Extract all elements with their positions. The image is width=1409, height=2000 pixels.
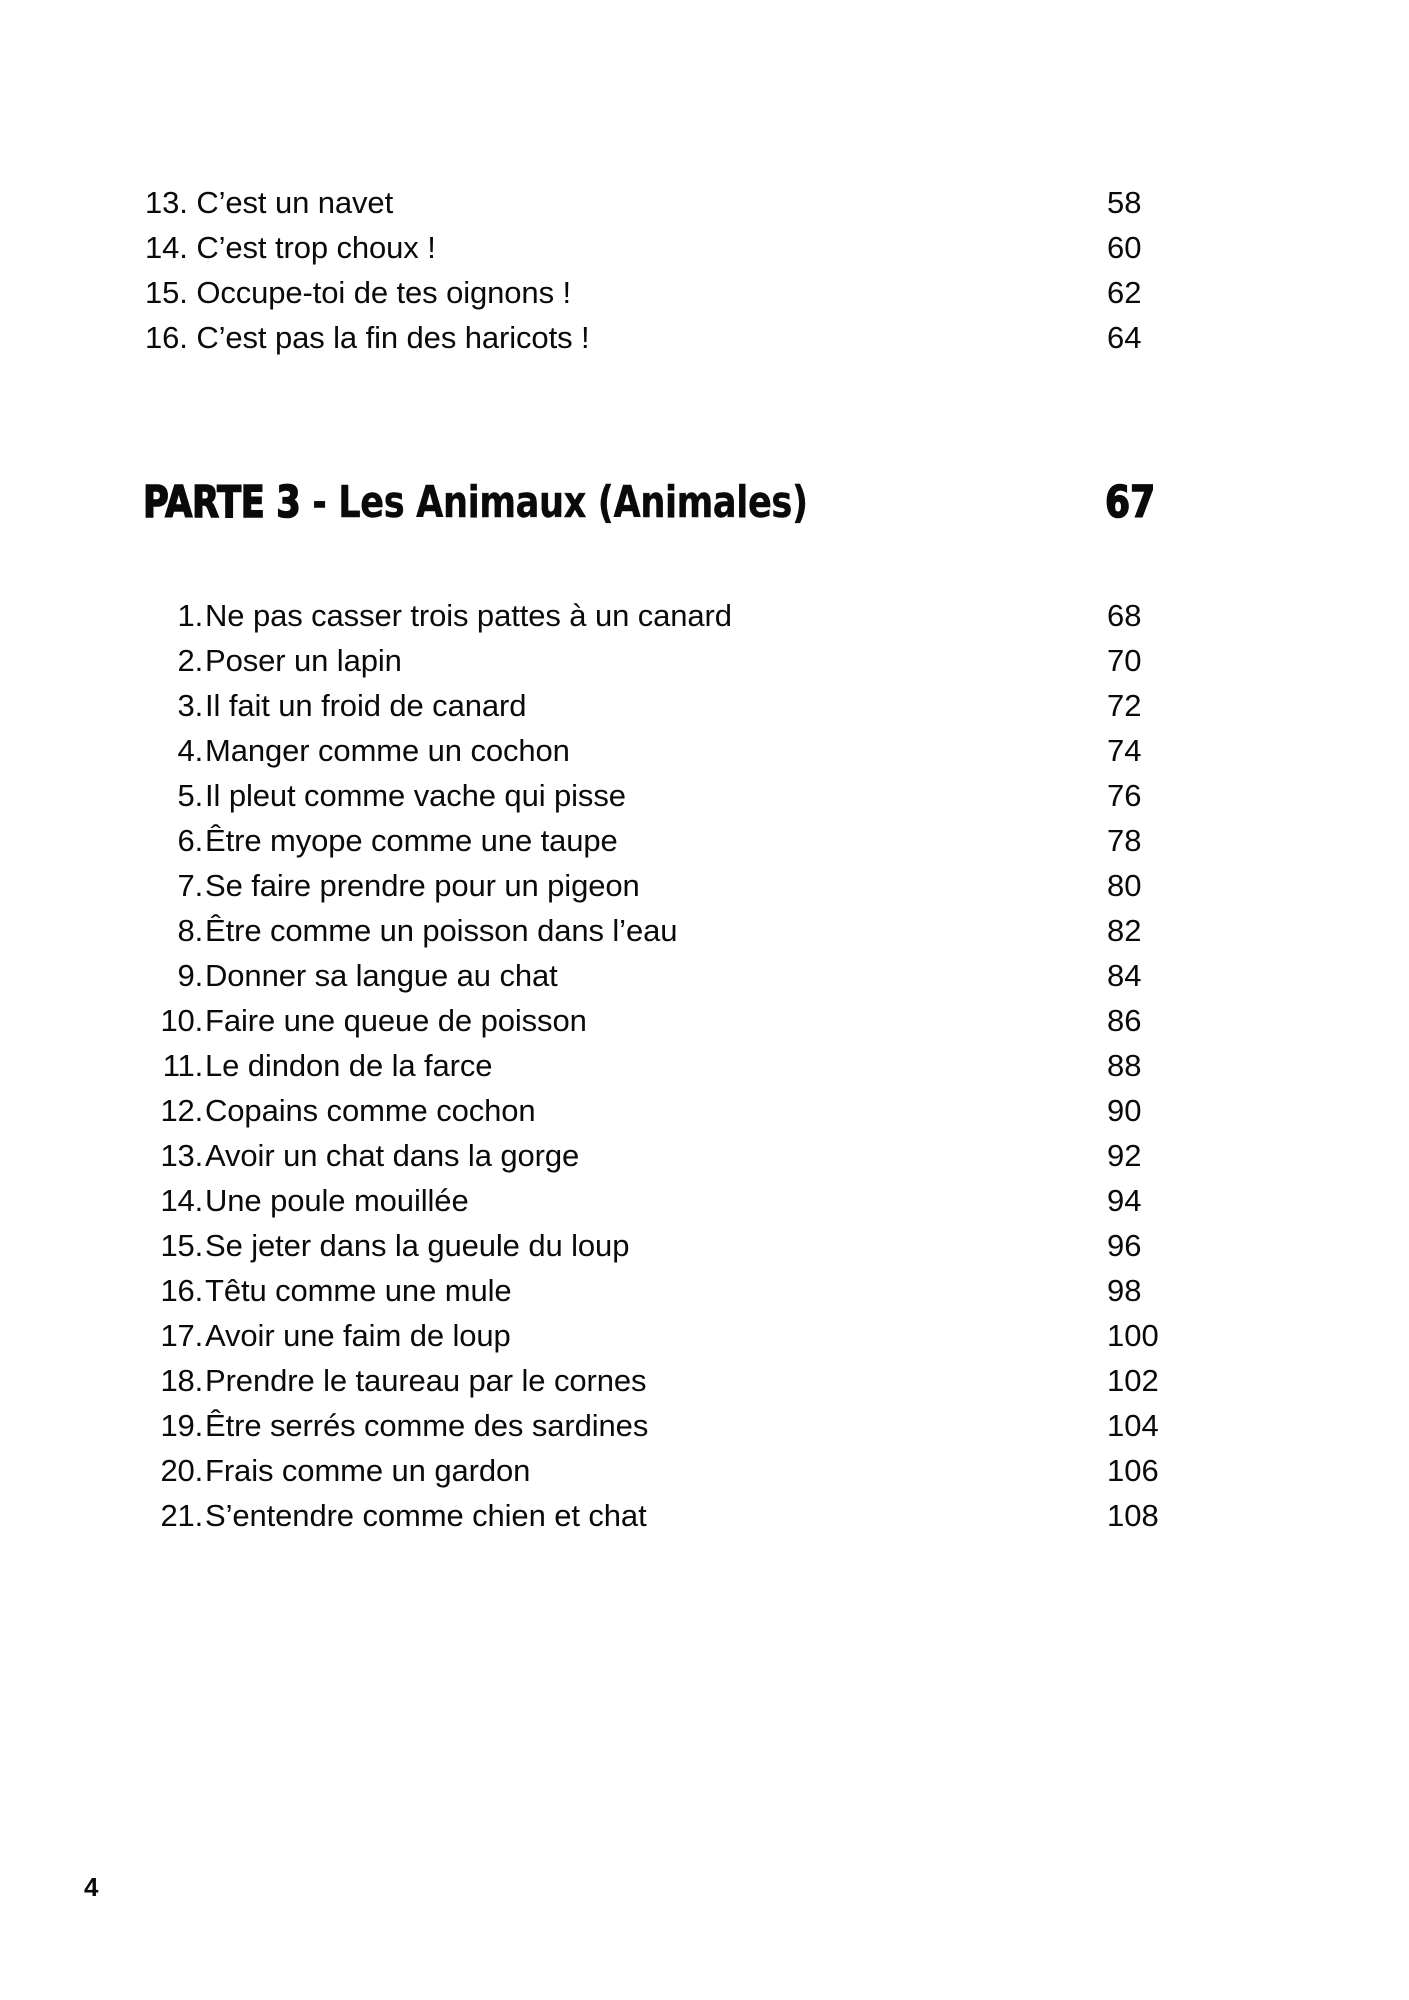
toc-entry-row[interactable]	[145, 1138, 1255, 1183]
continued-entries-list	[145, 185, 1255, 365]
toc-entry-row[interactable]	[145, 1408, 1255, 1453]
page-folio: 4	[84, 1872, 99, 1902]
toc-entry-number: 2.	[177, 643, 203, 678]
toc-entry-number: 15.	[160, 1228, 203, 1263]
toc-entry-page-number: 78	[1107, 823, 1142, 858]
toc-entry-title: Le dindon de la farce	[205, 1048, 493, 1083]
part-heading-text	[143, 474, 808, 532]
toc-entry-row[interactable]	[145, 1048, 1255, 1093]
toc-entry-title: Frais comme un gardon	[205, 1453, 531, 1488]
toc-entry-row[interactable]	[145, 230, 1255, 275]
toc-entry-row[interactable]	[145, 823, 1255, 868]
toc-entry-title: Manger comme un cochon	[205, 733, 570, 768]
toc-entry-page-number: 72	[1107, 688, 1142, 723]
toc-entry-page-number: 74	[1107, 733, 1142, 768]
toc-entry-row[interactable]	[145, 1273, 1255, 1318]
toc-entry-page-number: 108	[1107, 1498, 1159, 1533]
toc-entry-page-number: 90	[1107, 1093, 1142, 1128]
toc-entry-page-number: 58	[1107, 185, 1142, 220]
toc-entry-page-number: 80	[1107, 868, 1142, 903]
toc-entry-number: 11.	[162, 1048, 203, 1083]
toc-entry-number: 3.	[177, 688, 203, 723]
toc-entry-row[interactable]	[145, 778, 1255, 823]
toc-entry-number: 21.	[160, 1498, 203, 1533]
toc-entry-page-number: 62	[1107, 275, 1142, 310]
toc-entry-number: 12.	[160, 1093, 203, 1128]
toc-entry-number: 14.	[145, 230, 197, 265]
toc-entry-page-number: 94	[1107, 1183, 1142, 1218]
toc-entry-page-number: 104	[1107, 1408, 1159, 1443]
toc-entry-page-number: 68	[1107, 598, 1142, 633]
toc-entry-number: 16.	[160, 1273, 203, 1308]
toc-entry-title: Occupe-toi de tes oignons !	[196, 275, 572, 310]
toc-entry-title: Donner sa langue au chat	[205, 958, 558, 993]
part-heading-rest: - Les Animaux (Animales)	[312, 477, 808, 528]
toc-entry-number: 4.	[177, 733, 203, 768]
toc-entry-number: 1.	[177, 598, 203, 633]
toc-entry-number: 17.	[160, 1318, 203, 1353]
toc-entry-number: 8.	[177, 913, 203, 948]
toc-entry-page-number: 60	[1107, 230, 1142, 265]
toc-entry-page-number: 86	[1107, 1003, 1142, 1038]
toc-entry-row[interactable]	[145, 598, 1255, 643]
toc-entry-row[interactable]	[145, 1318, 1255, 1363]
toc-entry-number: 10.	[160, 1003, 203, 1038]
part-heading-strong: PARTE 3	[143, 477, 313, 528]
toc-entry-page-number: 106	[1107, 1453, 1159, 1488]
toc-entry-page-number: 82	[1107, 913, 1142, 948]
toc-entry-page-number: 70	[1107, 643, 1142, 678]
toc-entry-number: 19.	[160, 1408, 203, 1443]
toc-entry-number: 18.	[160, 1363, 203, 1398]
part-heading-page-number: 67	[1105, 477, 1156, 528]
toc-entry-page-number: 100	[1107, 1318, 1159, 1353]
toc-entry-title: Une poule mouillée	[205, 1183, 469, 1218]
toc-entry-row[interactable]	[145, 733, 1255, 778]
toc-entry-row[interactable]	[145, 1453, 1255, 1498]
toc-entry-number: 15.	[145, 275, 197, 310]
toc-entry-row[interactable]	[145, 913, 1255, 958]
toc-entry-row[interactable]	[145, 1498, 1255, 1543]
toc-entry-title: Être myope comme une taupe	[205, 823, 618, 858]
toc-entry-title: Ne pas casser trois pattes à un canard	[205, 598, 732, 633]
toc-entry-title: Être serrés comme des sardines	[205, 1408, 649, 1443]
toc-entry-number: 20.	[160, 1453, 203, 1488]
toc-entry-row[interactable]	[145, 643, 1255, 688]
toc-entry-title: C’est trop choux !	[196, 230, 436, 265]
toc-entry-page-number: 96	[1107, 1228, 1142, 1263]
toc-entry-number: 13.	[160, 1138, 203, 1173]
toc-entry-number: 7.	[177, 868, 203, 903]
toc-entry-page-number: 76	[1107, 778, 1142, 813]
toc-entry-number: 5.	[177, 778, 203, 813]
toc-entry-page-number: 84	[1107, 958, 1142, 993]
toc-entry-row[interactable]	[145, 868, 1255, 913]
toc-entry-title: Têtu comme une mule	[205, 1273, 512, 1308]
toc-entry-row[interactable]	[145, 1183, 1255, 1228]
toc-entry-page-number: 88	[1107, 1048, 1142, 1083]
toc-entry-number: 13.	[145, 185, 197, 220]
toc-entry-title: C’est pas la fin des haricots !	[196, 320, 590, 355]
toc-entry-title: Il pleut comme vache qui pisse	[205, 778, 626, 813]
toc-entry-title: Avoir un chat dans la gorge	[205, 1138, 580, 1173]
toc-entry-title: S’entendre comme chien et chat	[205, 1498, 647, 1533]
part-heading	[143, 474, 1263, 534]
toc-entry-title: Avoir une faim de loup	[205, 1318, 511, 1353]
toc-entry-page-number: 64	[1107, 320, 1142, 355]
toc-entry-number: 9.	[177, 958, 203, 993]
toc-entry-title: Prendre le taureau par le cornes	[205, 1363, 647, 1398]
toc-entry-page-number: 98	[1107, 1273, 1142, 1308]
toc-entry-row[interactable]	[145, 185, 1255, 230]
toc-entry-title: C’est un navet	[196, 185, 394, 220]
toc-entry-row[interactable]	[145, 1003, 1255, 1048]
toc-entry-title: Être comme un poisson dans l’eau	[205, 913, 678, 948]
toc-entry-row[interactable]	[145, 1228, 1255, 1273]
main-entries-list	[145, 598, 1255, 1543]
toc-entry-title: Il fait un froid de canard	[205, 688, 527, 723]
toc-entry-title: Faire une queue de poisson	[205, 1003, 587, 1038]
toc-entry-title: Se jeter dans la gueule du loup	[205, 1228, 630, 1263]
toc-entry-row[interactable]	[145, 958, 1255, 1003]
toc-entry-title: Copains comme cochon	[205, 1093, 536, 1128]
toc-entry-row[interactable]	[145, 1093, 1255, 1138]
toc-entry-number: 14.	[160, 1183, 203, 1218]
toc-entry-number: 6.	[177, 823, 203, 858]
toc-entry-row[interactable]	[145, 275, 1255, 320]
toc-entry-row[interactable]	[145, 1363, 1255, 1408]
toc-entry-title: Poser un lapin	[205, 643, 402, 678]
toc-entry-page-number: 102	[1107, 1363, 1159, 1398]
toc-entry-page-number: 92	[1107, 1138, 1142, 1173]
toc-entry-title: Se faire prendre pour un pigeon	[205, 868, 640, 903]
toc-entry-row[interactable]	[145, 320, 1255, 365]
toc-entry-number: 16.	[145, 320, 197, 355]
toc-entry-row[interactable]	[145, 688, 1255, 733]
